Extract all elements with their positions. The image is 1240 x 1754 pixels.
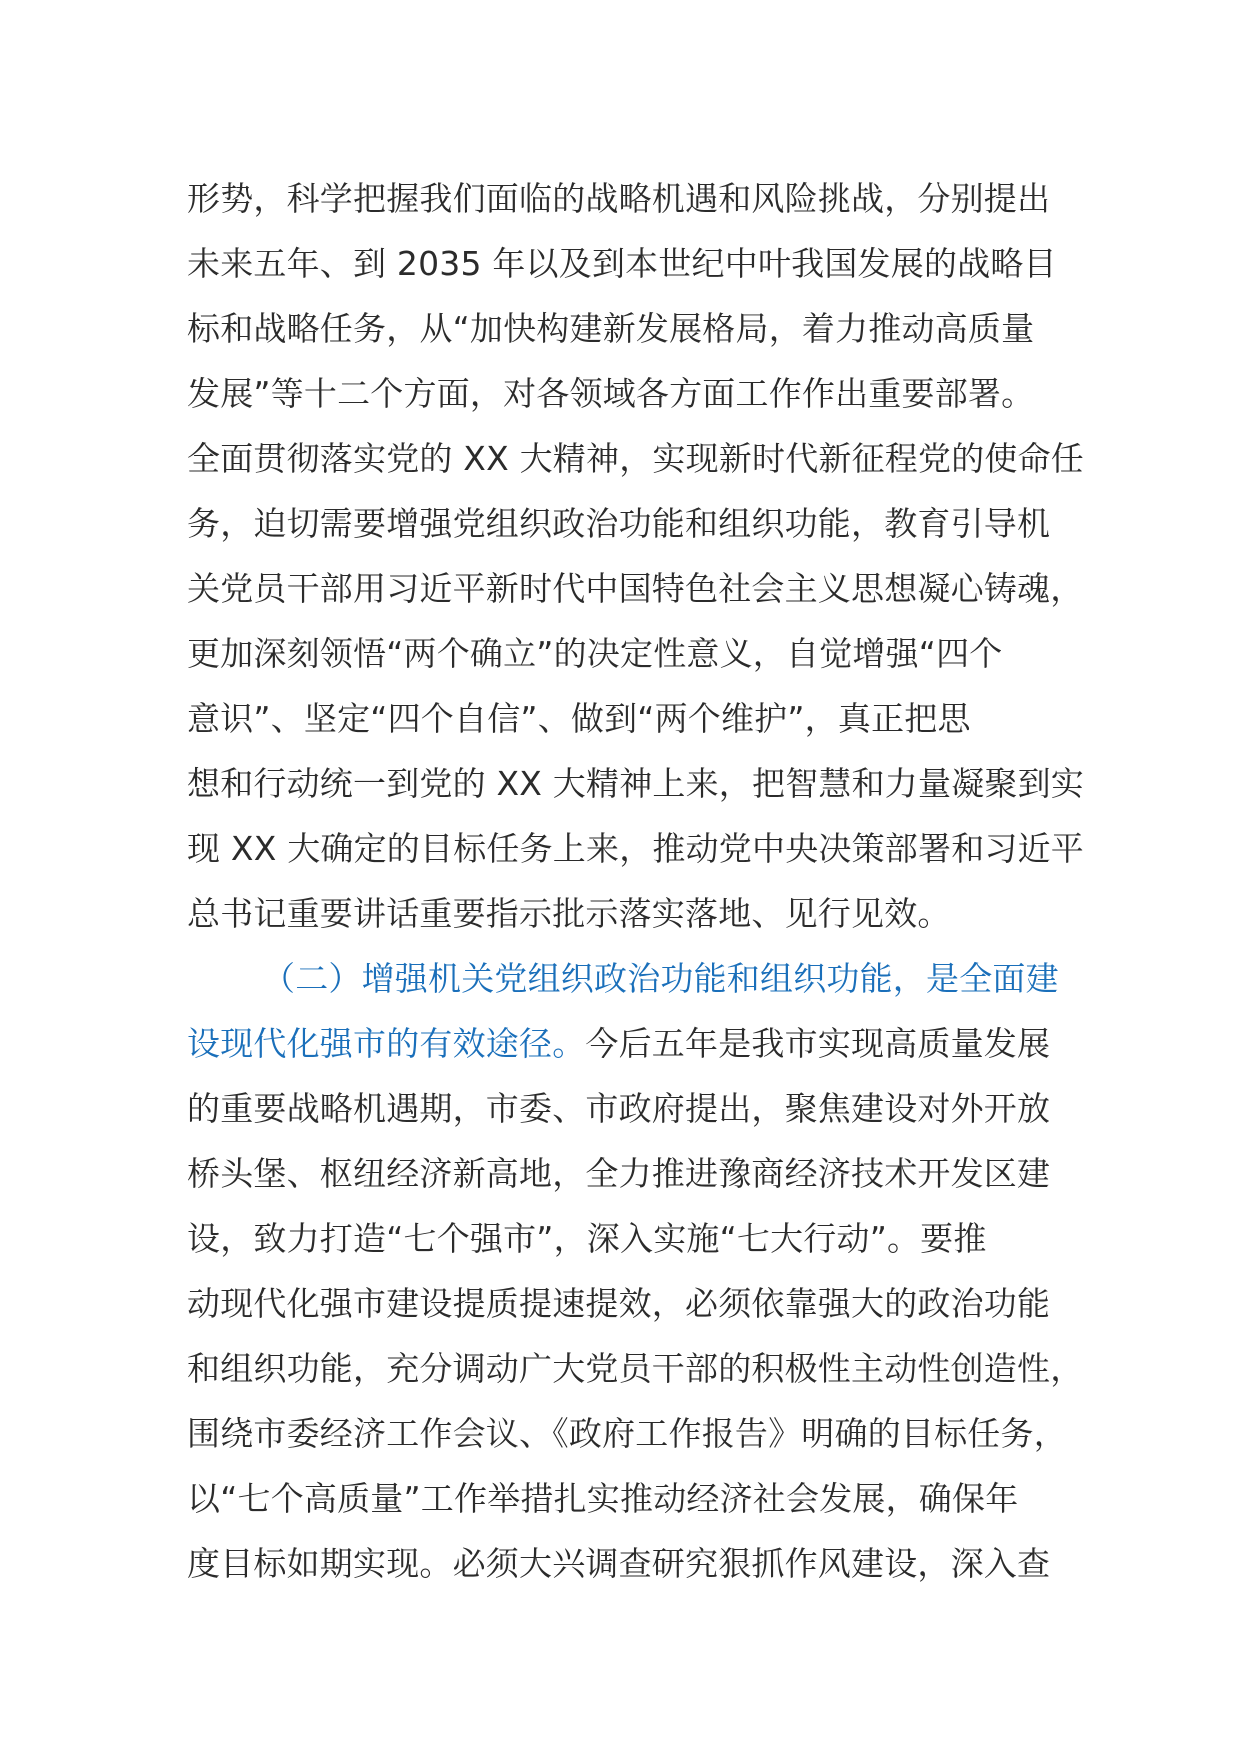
text-line: 设，致力打造“七个强市”，深入实施“七大行动”。要推 (187, 1219, 987, 1258)
text-line (187, 1011, 1067, 1076)
text-line: 度目标如期实现。必须大兴调查研究狠抓作风建设，深入查 (187, 1544, 1051, 1583)
section-heading: （二）增强机关党组织政治功能和组织功能，是全面建 (262, 959, 1059, 998)
text-line: 务，迫切需要增强党组织政治功能和组织功能，教育引导机 (187, 504, 1051, 543)
text-line: 更加深刻领悟“两个确立”的决定性意义，自觉增强“四个 (187, 634, 1003, 673)
text-line: 意识”、坚定“四个自信”、做到“两个维护”，真正把思 (187, 699, 971, 738)
body-text (187, 166, 1084, 1596)
text-line: 形势，科学把握我们面临的战略机遇和风险挑战，分别提出 (187, 179, 1051, 218)
text-line: 和组织功能，充分调动广大党员干部的积极性主动性创造性， (187, 1349, 1084, 1388)
text-line: 现 XX 大确定的目标任务上来，推动党中央决策部署和习近平 (187, 829, 1084, 868)
text-line: 关党员干部用习近平新时代中国特色社会主义思想凝心铸魂， (187, 569, 1084, 608)
text-line: 标和战略任务，从“加快构建新发展格局，着力推动高质量 (187, 309, 1035, 348)
text-line: 总书记重要讲话重要指示批示落实落地、见行见效。 (187, 894, 951, 933)
text-line: 围绕市委经济工作会议、《政府工作报告》明确的目标任务， (187, 1414, 1067, 1453)
text-line: 发展”等十二个方面，对各领域各方面工作作出重要部署。 (187, 374, 1035, 413)
text-line: 的重要战略机遇期，市委、市政府提出，聚焦建设对外开放 (187, 1089, 1051, 1128)
section-heading-line (187, 946, 1067, 1011)
paragraph-text: 今后五年是我市实现高质量发展 (585, 1024, 1051, 1063)
text-line: 未来五年、到 2035 年以及到本世纪中叶我国发展的战略目 (187, 244, 1057, 283)
text-line: 以“七个高质量”工作举措扎实推动经济社会发展，确保年 (187, 1479, 1019, 1518)
section-heading-continued: 设现代化强市的有效途径。 (187, 1024, 586, 1063)
text-line: 全面贯彻落实党的 XX 大精神，实现新时代新征程党的使命任 (187, 439, 1084, 478)
text-line: 桥头堡、枢纽经济新高地，全力推进豫商经济技术开发区建 (187, 1154, 1051, 1193)
text-line: 想和行动统一到党的 XX 大精神上来，把智慧和力量凝聚到实 (187, 764, 1084, 803)
text-line: 动现代化强市建设提质提速提效，必须依靠强大的政治功能 (187, 1284, 1051, 1323)
